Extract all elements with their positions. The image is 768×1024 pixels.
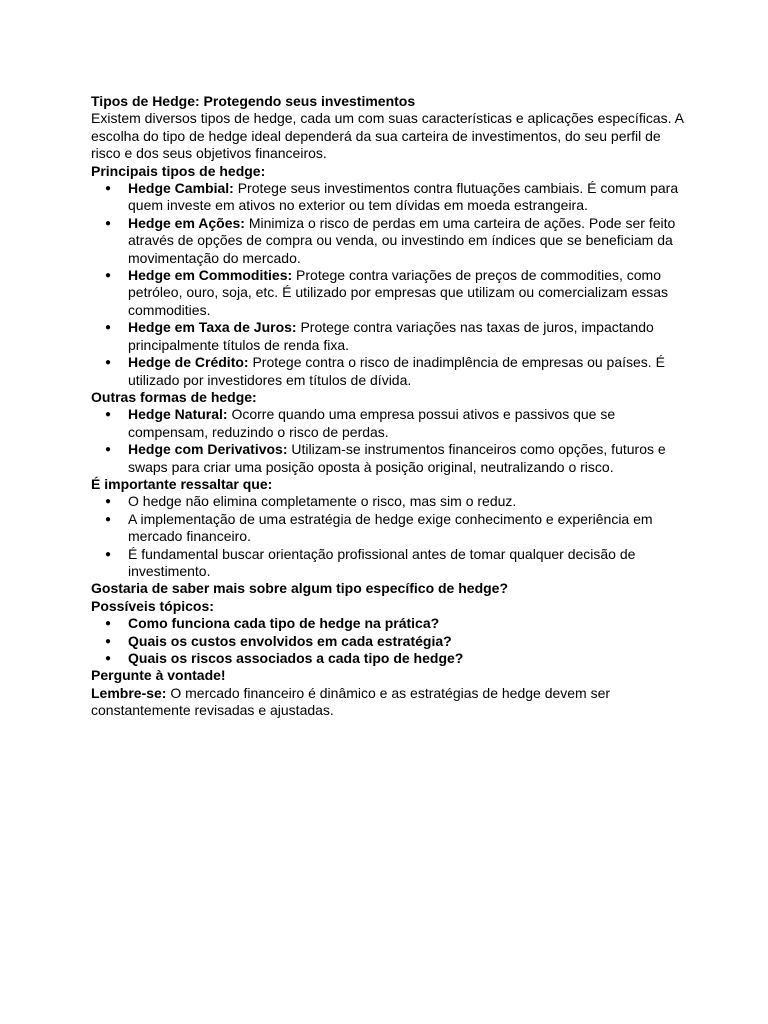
item-description: Protege contra variações de preços de commodities, como petróleo, ouro, soja, etc. É utilizado por empresas que utilizam ou comercializam essas commodities.: [128, 267, 669, 318]
item-description: Utilizam-se instrumentos financeiros como opções, futuros e swaps para criar uma posição oposta à posição original, neutralizando o risco.: [128, 441, 666, 475]
intro-paragraph: Existem diversos tipos de hedge, cada um com suas características e aplicações específicas. A escolha do tipo de hedge ideal dependerá da sua carteira de investimentos, do seu perfil de risco e dos seus objetivos financeiros.: [91, 110, 684, 162]
ask-line: Pergunte à vontade!: [91, 667, 226, 684]
item-description: Protege contra o risco de inadimplência de empresas ou países. É utilizado por investidores em títulos de dívida.: [128, 354, 665, 388]
document-content: [91, 93, 691, 720]
list-item: ● O hedge não elimina completamente o risco, mas sim o reduz.: [91, 493, 691, 510]
list-item: ● Quais os riscos associados a cada tipo de hedge?: [91, 650, 691, 667]
item-description: Minimiza o risco de perdas em uma carteira de ações. Pode ser feito através de opções de compra ou venda, ou investindo em índices que se beneficiam da movimentação do mercado.: [128, 214, 676, 266]
item-term: Hedge em Commodities:: [128, 267, 293, 284]
item-description: Ocorre quando uma empresa possui ativos e passivos que se compensam, reduzindo o risco de perdas.: [128, 406, 616, 440]
reminder-text: O mercado financeiro é dinâmico e as estratégias de hedge devem ser constantemente revisadas e ajustadas.: [91, 684, 611, 719]
item-description: Protege seus investimentos contra flutuações cambiais. É comum para quem investe em ativos no exterior ou tem dívidas em moeda estrangeira.: [128, 180, 679, 214]
list-item: [91, 406, 691, 441]
list-item: [91, 215, 691, 267]
item-term: Hedge com Derivativos:: [128, 441, 288, 458]
main-types-list: [91, 180, 691, 389]
item-term: Hedge Cambial:: [128, 180, 234, 197]
list-item: [91, 354, 691, 389]
list-item: ● Como funciona cada tipo de hedge na prática?: [91, 615, 691, 632]
list-item: ● Quais os custos envolvidos em cada estratégia?: [91, 633, 691, 650]
list-item: [91, 180, 691, 215]
other-forms-list: [91, 406, 691, 476]
list-item: ● É fundamental buscar orientação profissional antes de tomar qualquer decisão de investimento.: [91, 546, 691, 581]
item-description: Protege contra variações nas taxas de juros, impactando principalmente títulos de renda fixa.: [128, 319, 654, 353]
main-types-heading: Principais tipos de hedge:: [91, 162, 266, 179]
item-term: Hedge de Crédito:: [128, 354, 249, 371]
topics-heading: Possíveis tópicos:: [91, 597, 214, 614]
reminder-paragraph: [91, 685, 691, 720]
question-line: Gostaria de saber mais sobre algum tipo específico de hedge?: [91, 580, 509, 597]
item-term: Hedge Natural:: [128, 406, 228, 423]
list-item: [91, 319, 691, 354]
item-term: Hedge em Taxa de Juros:: [128, 319, 297, 336]
list-item: [91, 441, 691, 476]
list-item: ● A implementação de uma estratégia de hedge exige conhecimento e experiência em mercado financeiro.: [91, 511, 691, 546]
other-forms-heading: Outras formas de hedge:: [91, 388, 257, 405]
item-term: Hedge em Ações:: [128, 214, 245, 231]
reminder-label: Lembre-se:: [91, 684, 167, 701]
notes-list: [91, 493, 691, 580]
topics-list: [91, 615, 691, 667]
list-item: [91, 267, 691, 319]
notes-heading: É importante ressaltar que:: [91, 475, 273, 492]
document-title: Tipos de Hedge: Protegendo seus investimentos: [91, 93, 416, 109]
